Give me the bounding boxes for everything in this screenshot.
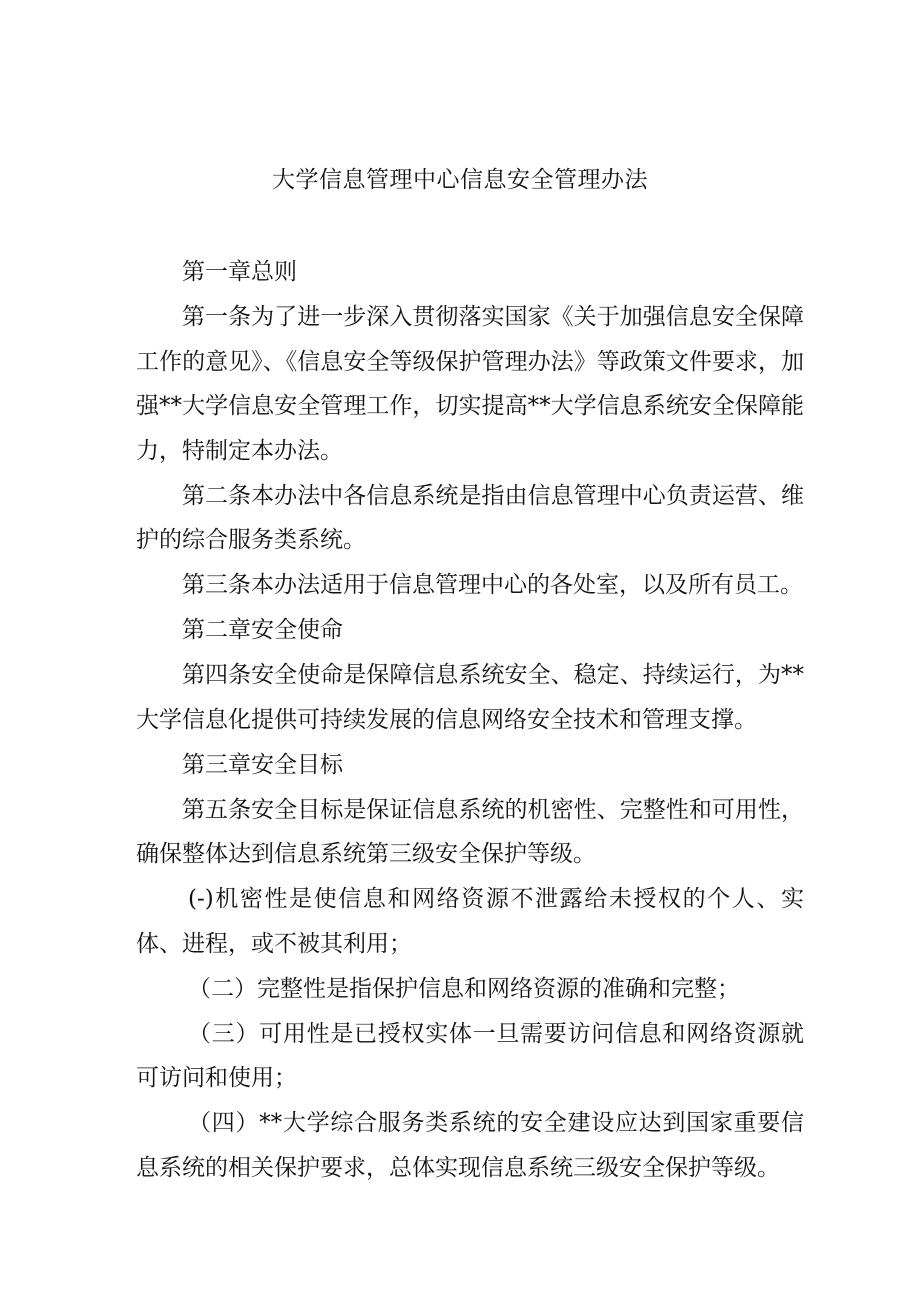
article-paragraph: 第三条本办法适用于信息管理中心的各处室，以及所有员工。 xyxy=(182,572,803,598)
list-item: (-)机密性是使信息和网络资源不泄露给未授权的个人、实体、进程，或不被其利用； xyxy=(136,886,804,957)
chapter-heading: 第二章安全使命 xyxy=(182,617,343,643)
article-paragraph: 第一条为了进一步深入贯彻落实国家《关于加强信息安全保障工作的意见》、《信息安全等级保护管理办法》等政策文件要求，加强**大学信息安全管理工作，切实提高**大学信息系统安全保障能力，特制定本办法。 xyxy=(136,304,804,464)
article-paragraph: 第五条安全目标是保证信息系统的机密性、完整性和可用性，确保整体达到信息系统第三级安全保护等级。 xyxy=(136,796,804,867)
list-item: （三）可用性是已授权实体一旦需要访问信息和网络资源就可访问和使用； xyxy=(136,1020,804,1091)
document-body xyxy=(136,250,804,1191)
document-title: 大学信息管理中心信息安全管理办法 xyxy=(272,167,648,193)
article-paragraph: 第四条安全使命是保障信息系统安全、稳定、持续运行，为**大学信息化提供可持续发展的信息网络安全技术和管理支撑。 xyxy=(136,662,804,733)
list-item: （四）**大学综合服务类系统的安全建设应达到国家重要信息系统的相关保护要求，总体实现信息系统三级安全保护等级。 xyxy=(136,1110,804,1181)
chapter-heading: 第三章安全目标 xyxy=(182,751,343,778)
chapter-heading: 第一章总则 xyxy=(182,259,297,285)
list-item: （二）完整性是指保护信息和网络资源的准确和完整； xyxy=(188,975,740,1002)
article-paragraph: 第二条本办法中各信息系统是指由信息管理中心负责运营、维护的综合服务类系统。 xyxy=(136,482,804,553)
